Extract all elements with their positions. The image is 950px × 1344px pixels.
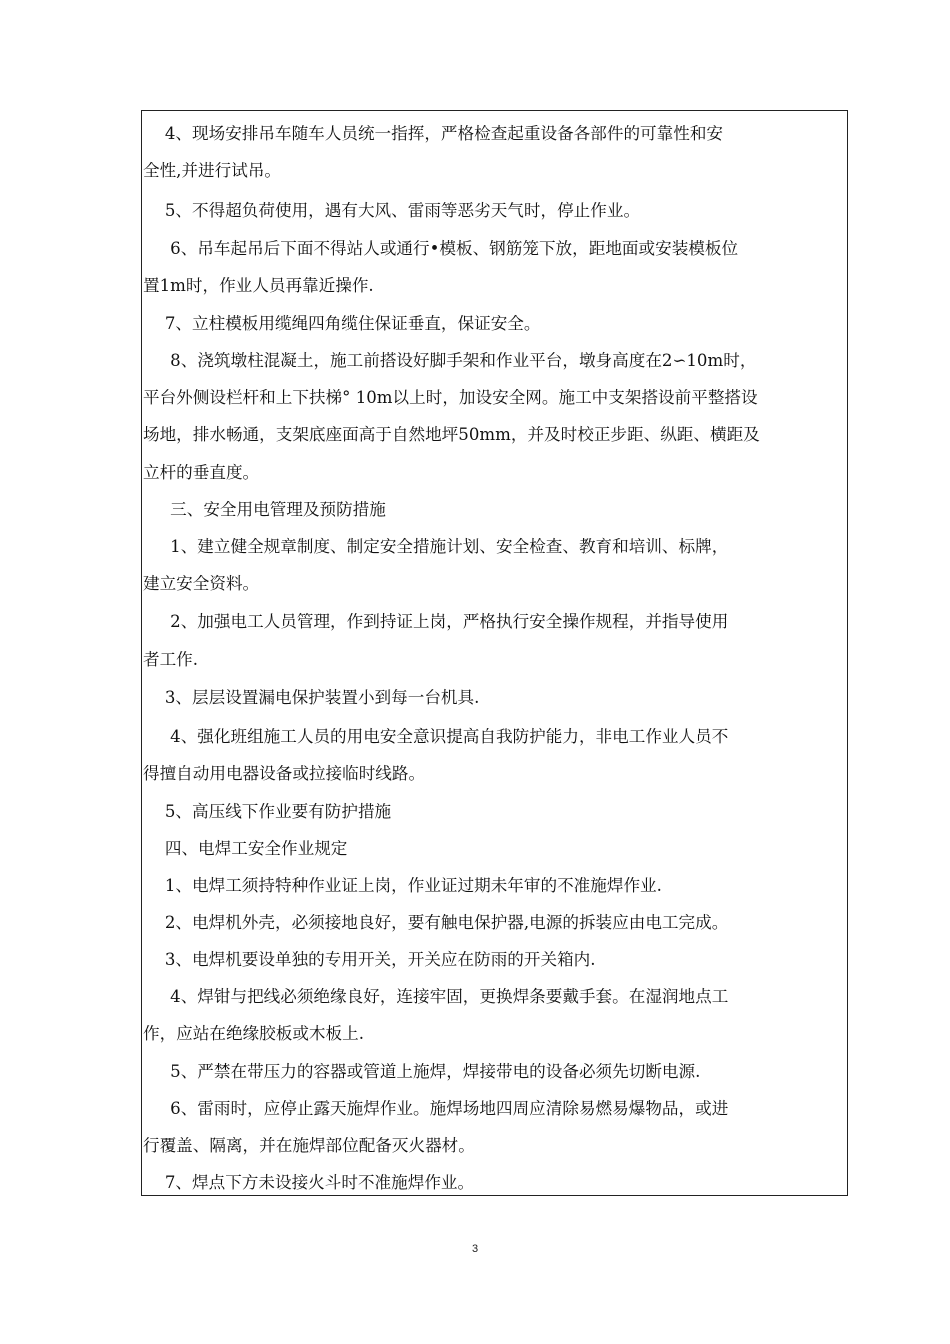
text-line: 1、电焊工须持特种作业证上岗，作业证过期未年审的不准施焊作业. <box>143 876 662 895</box>
text-line: 6、吊车起吊后下面不得站人或通行•模板、钢筋笼下放，距地面或安装模板位 <box>143 239 739 258</box>
text-line: 场地，排水畅通，支架底座面高于自然地坪50mm，并及时校正步距、纵距、横距及 <box>143 425 760 444</box>
text-line: 5、高压线下作业要有防护措施 <box>143 802 392 821</box>
text-line: 6、雷雨时，应停止露天施焊作业。施焊场地四周应清除易燃易爆物品，或进 <box>143 1099 729 1118</box>
text-line: 4、强化班组施工人员的用电安全意识提高自我防护能力，非电工作业人员不 <box>143 727 729 746</box>
text-line: 5、不得超负荷使用，遇有大风、雷雨等恶劣天气时，停止作业。 <box>143 201 641 220</box>
text-line: 7、焊点下方未设接火斗时不准施焊作业。 <box>143 1173 475 1192</box>
text-line: 置1m时，作业人员再靠近操作. <box>143 276 374 295</box>
text-line: 作，应站在绝缘胶板或木板上. <box>143 1024 364 1043</box>
text-line: 8、浇筑墩柱混凝土，施工前搭设好脚手架和作业平台，墩身高度在2∽10m时， <box>143 351 757 370</box>
text-line: 1、建立健全规章制度、制定安全措施计划、安全检查、教育和培训、标牌， <box>143 537 729 556</box>
text-line: 立杆的垂直度。 <box>143 463 260 482</box>
text-line: 7、立柱模板用缆绳四角缆住保证垂直，保证安全。 <box>143 314 541 333</box>
text-line: 平台外侧设栏杆和上下扶梯° 10m以上时，加设安全网。施工中支架搭设前平整搭设 <box>143 388 758 407</box>
text-line: 4、现场安排吊车随车人员统一指挥，严格检查起重设备各部件的可靠性和安 <box>143 124 724 143</box>
text-line: 建立安全资料。 <box>143 574 260 593</box>
page-number: 3 <box>471 1243 479 1255</box>
text-line: 行覆盖、隔离，并在施焊部位配备灭火器材。 <box>143 1136 475 1155</box>
text-line: 5、严禁在带压力的容器或管道上施焊，焊接带电的设备必须先切断电源. <box>143 1062 701 1081</box>
section-heading: 三、安全用电管理及预防措施 <box>143 500 386 519</box>
text-line: 3、电焊机要设单独的专用开关，开关应在防雨的开关箱内. <box>143 950 596 969</box>
text-line: 全性,并进行试吊。 <box>143 161 282 180</box>
text-line: 3、层层设置漏电保护装置小到每一台机具. <box>143 688 480 707</box>
text-line: 4、焊钳与把线必须绝缘良好，连接牢固，更换焊条要戴手套。在湿润地点工 <box>143 987 729 1006</box>
text-line: 2、加强电工人员管理，作到持证上岗，严格执行安全操作规程，并指导使用 <box>143 612 729 631</box>
section-heading: 四、电焊工安全作业规定 <box>143 839 348 858</box>
text-line: 2、电焊机外壳，必须接地良好，要有触电保护器,电源的拆装应由电工完成。 <box>143 913 729 932</box>
text-line: 得擅自动用电器设备或拉接临时线路。 <box>143 764 426 783</box>
text-line: 者工作. <box>143 650 199 669</box>
